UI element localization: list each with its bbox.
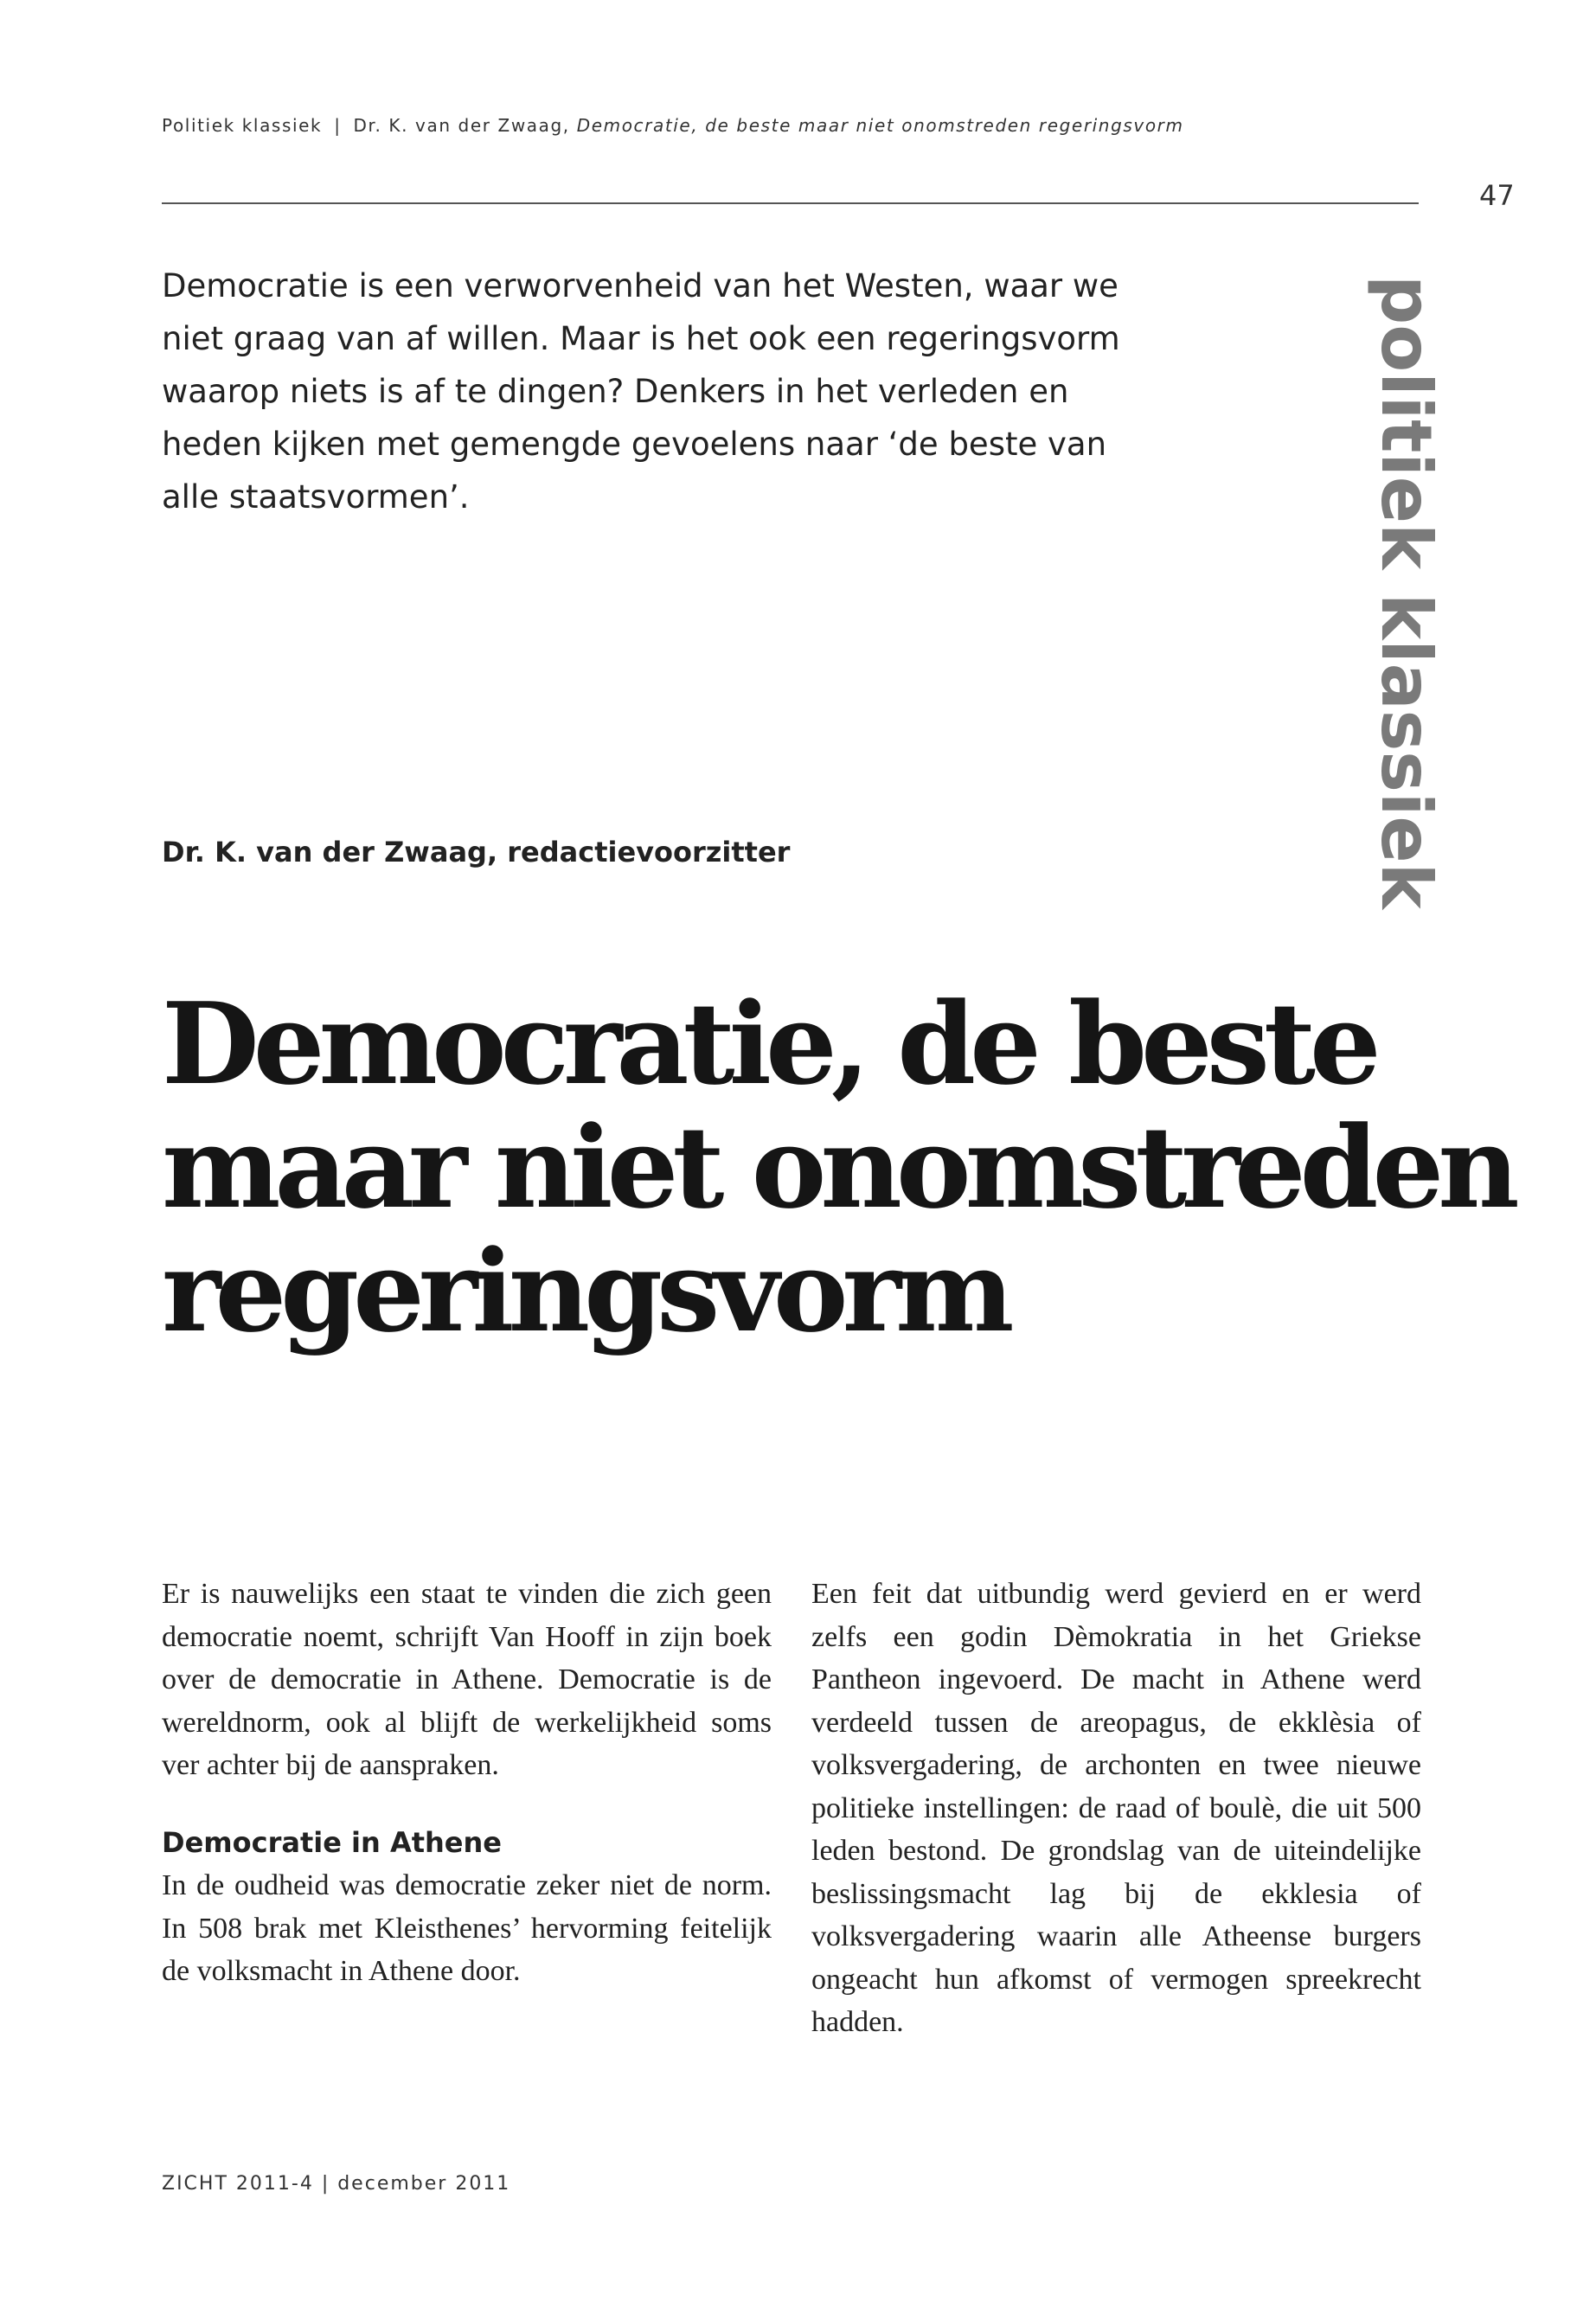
header-rule xyxy=(162,202,1419,204)
running-header-section: Politiek klassiek xyxy=(162,115,323,136)
article-title-line: Democratie, de beste xyxy=(162,977,1375,1110)
body-paragraph: Een feit dat uitbundig werd gevierd en er werd zelfs een godin Dèmokratia in het Griekse Pantheon ingevoerd. De macht in Athene werd verdeeld tussen de areopagus, de ekklèsia of volksvergadering, de archonten en twee nieuwe politieke instellingen: de raad of boulè, die uit 500 leden bestond. De grondslag van de uiteindelijke beslissingsmacht lag bij de ekklesia of volksvergadering waarin alle Atheense burgers ongeacht hun afkomst of vermogen spreekrecht hadden. xyxy=(811,1578,1421,2038)
byline: Dr. K. van der Zwaag, redactievoorzitter xyxy=(162,836,791,868)
running-header xyxy=(162,115,1373,136)
subheading: Democratie in Athene xyxy=(162,1825,502,1859)
body-column-right xyxy=(811,1573,1421,2044)
footer: ZICHT 2011-4 | december 2011 xyxy=(162,2173,511,2195)
running-header-author: Dr. K. van der Zwaag, xyxy=(353,115,570,136)
article-title-line: regeringsvorm xyxy=(162,1225,1009,1357)
article-title xyxy=(162,977,1514,1357)
article-title-line: maar niet onomstreden xyxy=(162,1101,1514,1234)
running-header-article-title: Democratie, de beste maar niet onomstreden regeringsvorm xyxy=(576,115,1184,136)
running-header-separator: | xyxy=(334,115,342,136)
body-paragraph: Er is nauwelijks een staat te vinden die zich geen democratie noemt, schrijft Van Hooff in zijn boek over de democratie in Athene. Democratie is de wereldnorm, ook al blijft de werkelijkheid soms ver achter bij de aanspraken. xyxy=(162,1578,772,1781)
section-label-vertical: politiek klassiek xyxy=(1366,275,1446,909)
body-paragraph: In de oudheid was democratie zeker niet de norm. In 508 brak met Kleisthenes’ hervorming feitelijk de volksmacht in Athene door. xyxy=(162,1869,772,1987)
body-column-left xyxy=(162,1573,772,1993)
page-number: 47 xyxy=(1479,179,1515,212)
intro-text: Democratie is een verworvenheid van het Westen, waar we niet graag van af willen. Maar is het ook een regeringsvorm waarop niets is af te dingen? Denkers in het verleden en heden kijken met gemengde gevoelens naar ‘de beste van alle staatsvormen’. xyxy=(162,267,1120,516)
